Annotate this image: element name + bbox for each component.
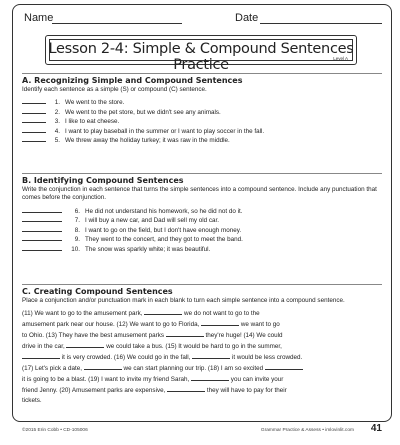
level-label: Level A — [333, 56, 348, 61]
paragraph-text: you can invite your — [229, 376, 284, 384]
answer-blank[interactable] — [191, 374, 229, 381]
question-number: 5. — [54, 137, 60, 145]
paragraph-line — [22, 363, 382, 374]
question-text: I want to go on the field, but I don't have enough money. — [85, 226, 242, 234]
answer-blank[interactable] — [22, 116, 46, 123]
question-text: We went to the pet store, but we didn't see any animals. — [65, 108, 221, 116]
paragraph-text: we want to go — [239, 321, 280, 329]
paragraph-line — [22, 396, 382, 406]
answer-blank[interactable] — [22, 135, 46, 142]
question-number: 2. — [54, 108, 60, 116]
paragraph-text: it would be less crowded. — [230, 354, 303, 362]
section-b-instruction: Write the conjunction in each sentence that turns the simple sentences into a compound sentence. Include any punctuation that comes before the conjunction. — [22, 186, 377, 202]
section-c-title: C. Creating Compound Sentences — [22, 287, 173, 296]
section-c — [22, 284, 382, 406]
paragraph-text: it is very crowded. (16) We could go in the fall, — [60, 354, 193, 362]
answer-blank[interactable] — [84, 363, 122, 370]
question-text: The snow was sparkly white; it was beautiful. — [85, 245, 211, 253]
paragraph-text: drive in the car, — [22, 343, 67, 351]
name-field[interactable] — [52, 23, 182, 24]
answer-blank[interactable] — [22, 225, 62, 232]
question-number: 9. — [74, 236, 80, 244]
paragraph-text: they will have to pay for their — [205, 387, 287, 395]
paragraph-line — [22, 330, 382, 341]
answer-blank[interactable] — [22, 107, 46, 114]
question-row — [22, 126, 382, 136]
question-text: I will buy a new car, and Dad will sell my old car. — [85, 217, 220, 225]
paragraph-text: friend Jenny. (20) Amusement parks are expensive, — [22, 387, 168, 395]
section-b — [22, 173, 382, 253]
paragraph-text: it is going to be a blast. (19) I want to invite my friend Sarah, — [22, 376, 192, 384]
date-label: Date — [235, 12, 259, 24]
question-row — [22, 244, 382, 254]
paragraph-line — [22, 352, 382, 363]
name-date-line — [22, 12, 382, 26]
section-b-title: B. Identifying Compound Sentences — [22, 176, 184, 185]
question-text: He did not understand his homework, so he did not do it. — [85, 207, 243, 215]
date-field[interactable] — [260, 23, 382, 24]
footer-book-title: Grammar Practice & Assess • imlovinlit.com — [260, 428, 354, 433]
paragraph-text: we could take a bus. (15) It would be hard to go in the summer, — [104, 343, 282, 351]
question-number: 10. — [71, 245, 80, 253]
question-row — [22, 116, 382, 126]
question-number: 4. — [54, 127, 60, 135]
question-number: 6. — [74, 207, 80, 215]
paragraph-text: we can start planning our trip. (18) I am so excited — [121, 365, 265, 373]
section-c-instruction: Place a conjunction and/or punctuation mark in each blank to turn each simple sentence into a compound sentence. — [22, 297, 345, 304]
question-row — [22, 225, 382, 235]
section-a-instruction: Identify each sentence as a simple (S) or compound (C) sentence. — [22, 86, 207, 93]
answer-blank[interactable] — [265, 363, 303, 370]
question-row — [22, 97, 382, 107]
question-text: We threw away the holiday turkey; it was raw in the middle. — [65, 137, 230, 145]
paragraph-text: they're huge! (14) We could — [203, 332, 283, 340]
paragraph-line — [22, 374, 382, 385]
answer-blank[interactable] — [66, 341, 104, 348]
lesson-title-box — [45, 35, 357, 73]
question-row — [22, 234, 382, 244]
page-number: 41 — [370, 423, 382, 434]
answer-blank[interactable] — [22, 215, 62, 222]
answer-blank[interactable] — [192, 352, 230, 359]
lesson-title: Lesson 2-4: Simple & Compound Sentences Practice — [48, 41, 354, 73]
paragraph-line — [22, 385, 382, 396]
question-number: 1. — [54, 99, 60, 107]
answer-blank[interactable] — [144, 308, 182, 315]
paragraph-line — [22, 308, 382, 319]
answer-blank[interactable] — [167, 385, 205, 392]
section-a — [22, 73, 382, 145]
paragraph-text: (11) We want to go to the amusement park, — [22, 310, 145, 318]
question-number: 3. — [54, 118, 60, 126]
answer-blank[interactable] — [22, 97, 46, 104]
paragraph-text: to Ohio. (13) They have the best amusement parks — [22, 332, 166, 340]
question-text: We went to the store. — [65, 99, 125, 107]
section-divider — [22, 73, 382, 74]
paragraph-line — [22, 319, 382, 330]
paragraph-text: tickets. — [22, 397, 42, 405]
question-row — [22, 135, 382, 145]
name-label: Name — [24, 12, 54, 24]
answer-blank[interactable] — [166, 330, 204, 337]
section-divider — [22, 284, 382, 285]
answer-blank[interactable] — [22, 352, 60, 359]
answer-blank[interactable] — [201, 319, 239, 326]
section-a-title: A. Recognizing Simple and Compound Sentences — [22, 76, 243, 85]
paragraph-text: (17) Let's pick a date, — [22, 365, 84, 373]
question-text: I want to play baseball in the summer or I want to play soccer in the fall. — [65, 127, 265, 135]
question-row — [22, 107, 382, 117]
page-footer — [22, 425, 382, 437]
question-row — [22, 206, 382, 216]
question-text: I like to eat cheese. — [65, 118, 120, 126]
question-row — [22, 215, 382, 225]
answer-blank[interactable] — [22, 206, 62, 213]
question-text: They went to the concert, and they got to meet the band. — [85, 236, 243, 244]
paragraph-line — [22, 341, 382, 352]
answer-blank[interactable] — [22, 244, 62, 251]
answer-blank[interactable] — [22, 234, 62, 241]
answer-blank[interactable] — [22, 126, 46, 133]
paragraph-text: we do not want to go to the — [182, 310, 260, 318]
section-divider — [22, 173, 382, 174]
question-number: 7. — [74, 217, 80, 225]
copyright-text: ©2015 Erin Cobb • CD-105006 — [22, 428, 88, 433]
question-number: 8. — [74, 226, 80, 234]
paragraph-text: amusement park near our house. (12) We want to go to Florida, — [22, 321, 202, 329]
